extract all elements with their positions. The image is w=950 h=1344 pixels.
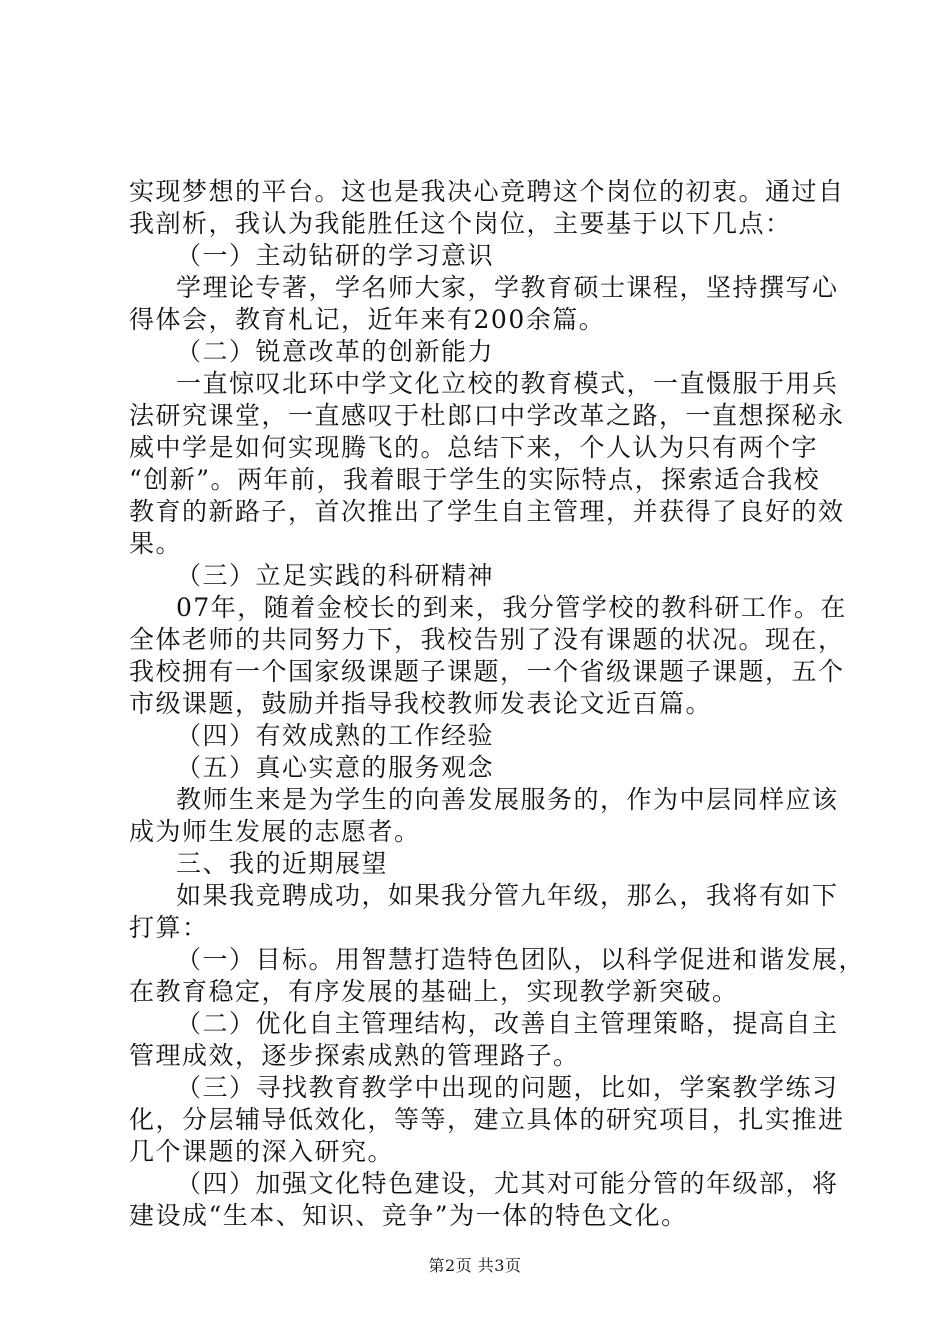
text-line: 成为师生发展的志愿者。 (129, 817, 421, 846)
text-line: （五）真心实意的服务观念 (176, 753, 495, 782)
text-line: （四）加强文化特色建设，尤其对可能分管的年级部，将 (176, 1169, 839, 1198)
text-line: 建设成“生本、知识、竞争”为一体的特色文化。 (129, 1201, 688, 1230)
text-line: 打算： (129, 913, 209, 942)
text-line: （一）主动钻研的学习意识 (176, 241, 495, 270)
text-line: 教育的新路子，首次推出了学生自主管理，并获得了良好的效 (129, 497, 845, 526)
text-line: 市级课题，鼓励并指导我校教师发表论文近百篇。 (129, 689, 713, 718)
text-line: “创新”。两年前，我着眼于学生的实际特点，探索适合我校 (129, 465, 821, 494)
text-line: （四）有效成熟的工作经验 (176, 721, 495, 750)
text-line: 实现梦想的平台。这也是我决心竞聘这个岗位的初衷。通过自 (129, 177, 845, 206)
text-line: 全体老师的共同努力下，我校告别了没有课题的状况。现在， (129, 625, 845, 654)
text-line: 一直惊叹北环中学文化立校的教育模式，一直慑服于用兵 (176, 369, 839, 398)
text-line: 管理成效，逐步探索成熟的管理路子。 (129, 1041, 580, 1070)
text-line: 得体会，教育札记，近年来有200余篇。 (129, 305, 606, 334)
text-line: 我剖析，我认为我能胜任这个岗位，主要基于以下几点： (129, 209, 792, 238)
text-line: 在教育稳定，有序发展的基础上，实现教学新突破。 (129, 977, 739, 1006)
text-line: 果。 (129, 529, 183, 558)
text-line: 我校拥有一个国家级课题子课题，一个省级课题子课题，五个 (129, 657, 845, 686)
page-footer: 第2页 共3页 (428, 1256, 522, 1275)
text-line: （三）寻找教育教学中出现的问题，比如，学案教学练习 (176, 1073, 839, 1102)
text-line: 学理论专著，学名师大家，学教育硕士课程，坚持撰写心 (176, 273, 839, 302)
text-line: 三、我的近期展望 (176, 849, 389, 878)
text-line: 化，分层辅导低效化，等等，建立具体的研究项目，扎实推进 (129, 1105, 845, 1134)
text-line: 法研究课堂，一直感叹于杜郎口中学改革之路，一直想探秘永 (129, 401, 845, 430)
text-line: 威中学是如何实现腾飞的。总结下来，个人认为只有两个字 (129, 433, 819, 462)
text-line: 07年，随着金校长的到来，我分管学校的教科研工作。在 (176, 593, 847, 622)
text-line: （二）锐意改革的创新能力 (176, 337, 495, 366)
text-line: 如果我竞聘成功，如果我分管九年级，那么，我将有如下 (176, 881, 839, 910)
text-line: （三）立足实践的科研精神 (176, 561, 495, 590)
text-line: （一）目标。用智慧打造特色团队，以科学促进和谐发展， (176, 945, 866, 974)
text-line: 几个课题的深入研究。 (129, 1137, 395, 1166)
text-line: （二）优化自主管理结构，改善自主管理策略，提高自主 (176, 1009, 839, 1038)
text-line: 教师生来是为学生的向善发展服务的，作为中层同样应该 (176, 785, 839, 814)
